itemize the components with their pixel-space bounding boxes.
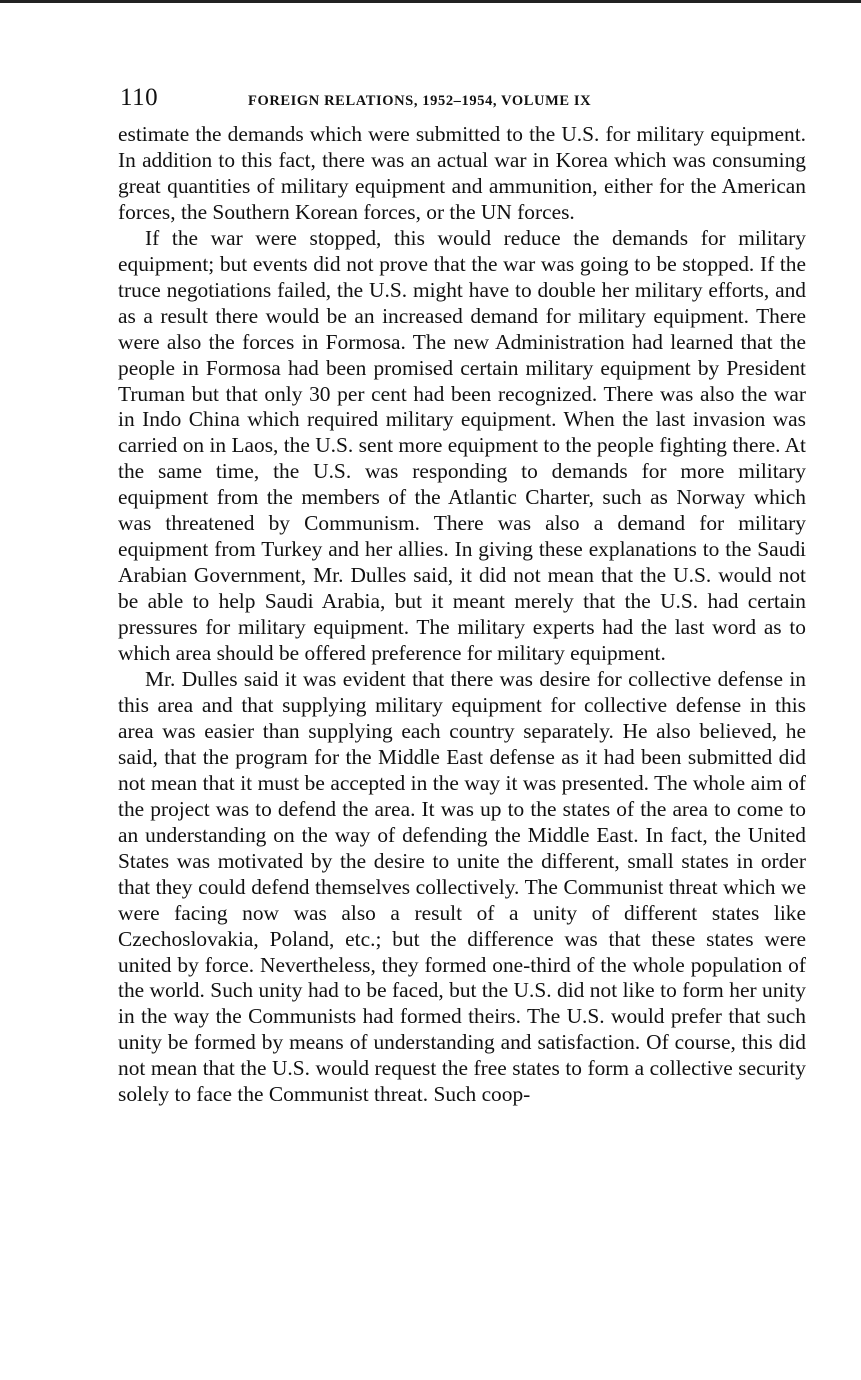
paragraph-war-demands: If the war were stopped, this would reduce the demands for military equipment; but events did not prove that the war was going to be stopped. If the truce negotiations failed, the U.S. might have to double her military efforts, and as a result there would be an increased demand for military equipment. There were also the forces in Formosa. The new Administration had learned that the people in Formosa had been promised certain military equipment by President Truman but that only 30 per cent had been recognized. There was also the war in Indo China which required military equipment. When the last invasion was carried on in Laos, the U.S. sent more equipment to the people fighting there. At the same time, the U.S. was responding to demands for more military equipment from the members of the Atlantic Charter, such as Norway which was threatened by Communism. There was also a demand for military equipment from Turkey and her allies. In giving these explanations to the Saudi Arabian Government, Mr. Dulles said, it did not mean that the U.S. would not be able to help Saudi Arabia, but it meant merely that the U.S. had certain pressures for military equipment. The military experts had the last word as to which area should be offered preference for military equipment.: [118, 225, 806, 666]
paragraph-collective-defense: Mr. Dulles said it was evident that there was desire for collective defense in this area and that supplying military equipment for collective defense in this area was easier than supplying each country separately. He also believed, he said, that the program for the Middle East defense as it had been submitted did not mean that it must be accepted in the way it was presented. The whole aim of the project was to defend the area. It was up to the states of the area to come to an understanding on the way of defending the Middle East. In fact, the United States was motivated by the desire to unite the different, small states in order that they could defend themselves collectively. The Communist threat which we were facing now was also a result of a unity of different states like Czechoslovakia, Poland, etc.; but the difference was that these states were united by force. Nevertheless, they formed one-third of the whole population of the world. Such unity had to be faced, but the U.S. did not like to form her unity in the way the Communists had formed theirs. The U.S. would prefer that such unity be formed by means of understanding and satisfaction. Of course, this did not mean that the U.S. would request the free states to form a collective security solely to face the Communist threat. Such coop-: [118, 667, 806, 1107]
document-page: [118, 84, 806, 1108]
running-head: [118, 84, 806, 118]
scan-edge-rule: [0, 0, 861, 3]
running-title: FOREIGN RELATIONS, 1952–1954, VOLUME IX: [248, 93, 592, 109]
body-text: [118, 122, 806, 1108]
page-number: 110: [120, 84, 159, 111]
paragraph-continuation: estimate the demands which were submitted to the U.S. for military equipment. In addition to this fact, there was an actual war in Korea which was consuming great quantities of military equipment and ammunition, either for the American forces, the Southern Korean forces, or the UN forces.: [118, 122, 806, 224]
